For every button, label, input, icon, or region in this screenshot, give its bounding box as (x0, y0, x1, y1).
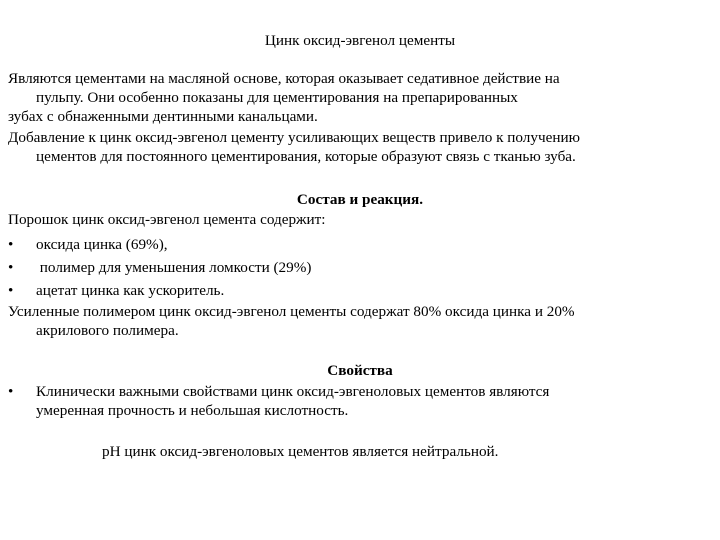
text-line: пульпу. Они особенно показаны для цементирования на препарированных (36, 89, 518, 106)
list-item-text: Клинически важными свойствами цинк оксид-эвгеноловых цементов являются (36, 383, 550, 400)
text-line: Добавление к цинк оксид-эвгенол цементу усиливающих веществ привело к получению (8, 129, 580, 146)
composition-lead: Порошок цинк оксид-эвгенол цемента содержит: (8, 211, 326, 228)
list-item-text: полимер для уменьшения ломкости (29%) (36, 259, 312, 276)
list-item-text: оксида цинка (69%), (36, 236, 168, 253)
page-title: Цинк оксид-эвгенол цементы (264, 32, 456, 49)
text-line: акрилового полимера. (36, 322, 179, 339)
text-line: Усиленные полимером цинк оксид-эвгенол цементы содержат 80% оксида цинка и 20% (8, 303, 575, 320)
ph-statement: pH цинк оксид-эвгеноловых цементов является нейтральной. (102, 443, 499, 460)
bullet-icon: • (8, 236, 14, 253)
composition-heading: Состав и реакция. (296, 191, 424, 208)
list-item-text: ацетат цинка как ускоритель. (36, 282, 225, 299)
bullet-icon: • (8, 282, 14, 299)
bullet-icon: • (8, 259, 14, 276)
list-item-text: умеренная прочность и небольшая кислотность. (36, 402, 349, 419)
bullet-icon: • (8, 383, 14, 400)
text-line: цементов для постоянного цементирования, которые образуют связь с тканью зуба. (36, 148, 576, 165)
text-line: зубах с обнаженными дентинными канальцами. (8, 108, 318, 125)
properties-heading: Свойства (327, 362, 393, 379)
text-line: Являются цементами на масляной основе, которая оказывает седативное действие на (8, 70, 560, 87)
